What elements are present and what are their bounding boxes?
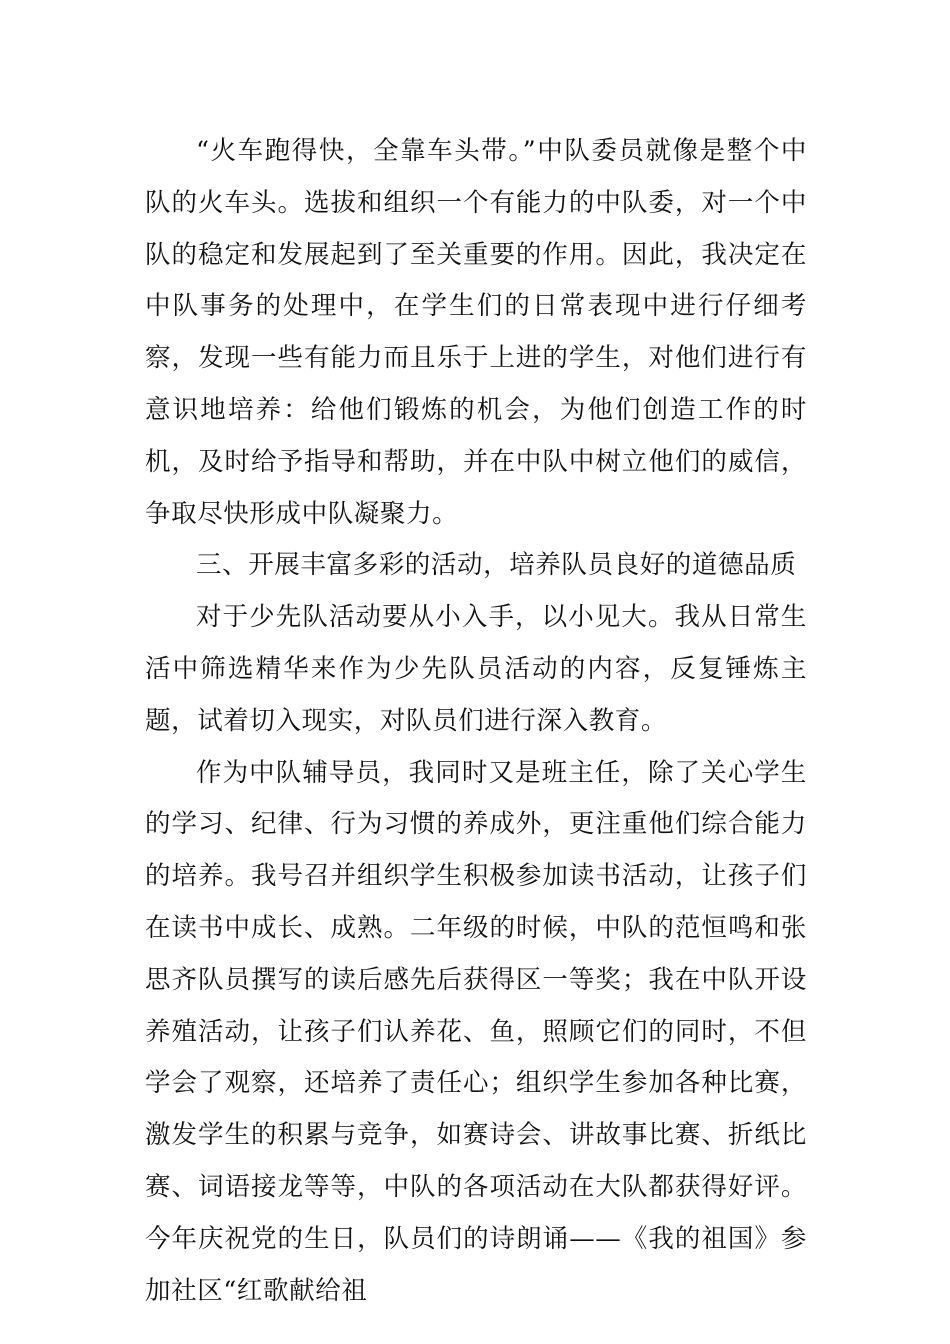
paragraph-activities-intro: 对于少先队活动要从小入手，以小见大。我从日常生活中筛选精华来作为少先队员活动的内容，反复锤炼主题，试着切入现实，对队员们进行深入教育。: [145, 602, 807, 736]
paragraph-counselor-role: 作为中队辅导员，我同时又是班主任，除了关心学生的学习、纪律、行为习惯的养成外，更注重他们综合能力的培养。我号召并组织学生积极参加读书活动，让孩子们在读书中成长、成熟。二年级的时候，中队的范恒鸣和张思齐队员撰写的读后感先后获得区一等奖；我在中队开设养殖活动，让孩子们认养花、鱼，照顾它们的同时，不但学会了观察，还培养了责任心；组织学生参加各种比赛，激发学生的积累与竞争，如赛诗会、讲故事比赛、折纸比赛、词语接龙等等，中队的各项活动在大队都获得好评。今年庆祝党的生日，队员们的诗朗诵——《我的祖国》参加社区“红歌献给祖: [145, 757, 807, 1306]
document-body: [145, 126, 807, 1317]
paragraph-train-metaphor: “火车跑得快，全靠车头带。”中队委员就像是整个中队的火车头。选拔和组织一个有能力的中队委，对一个中队的稳定和发展起到了至关重要的作用。因此，我决定在中队事务的处理中，在学生们的日常表现中进行仔细考察，发现一些有能力而且乐于上进的学生，对他们进行有意识地培养：给他们锻炼的机会，为他们创造工作的时机，及时给予指导和帮助，并在中队中树立他们的威信，争取尽快形成中队凝聚力。: [145, 136, 807, 529]
section-heading-three: 三、开展丰富多彩的活动，培养队员良好的道德品质: [196, 550, 797, 581]
